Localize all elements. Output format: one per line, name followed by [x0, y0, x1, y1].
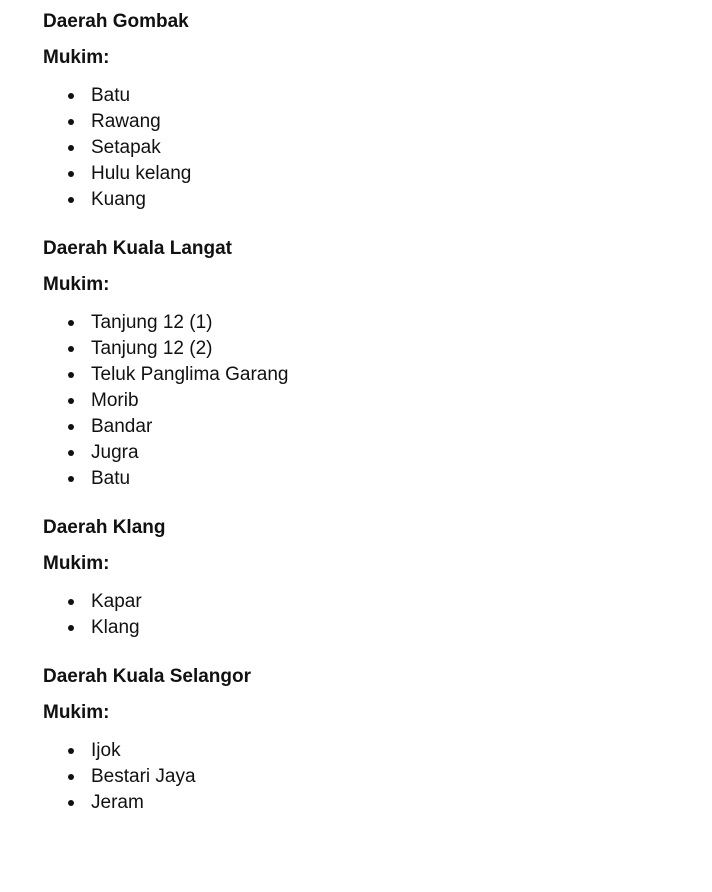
- list-item: Batu: [43, 83, 683, 109]
- list-item: Tanjung 12 (2): [43, 336, 683, 362]
- list-item: Klang: [43, 615, 683, 641]
- list-item: Bestari Jaya: [43, 764, 683, 790]
- mukim-list: [43, 589, 683, 641]
- district-section-kuala-langat: [43, 237, 683, 492]
- document: [43, 10, 683, 816]
- list-item: Hulu kelang: [43, 161, 683, 187]
- mukim-label: Mukim:: [43, 47, 110, 68]
- district-title: Daerah Gombak: [43, 11, 189, 32]
- list-item: Rawang: [43, 109, 683, 135]
- list-item: Kapar: [43, 589, 683, 615]
- district-section-gombak: [43, 10, 683, 213]
- mukim-label: Mukim:: [43, 274, 110, 295]
- district-title: Daerah Kuala Langat: [43, 238, 232, 259]
- district-section-klang: [43, 516, 683, 641]
- mukim-list: [43, 83, 683, 213]
- list-item: Batu: [43, 466, 683, 492]
- list-item: Teluk Panglima Garang: [43, 362, 683, 388]
- list-item: Morib: [43, 388, 683, 414]
- district-title: Daerah Kuala Selangor: [43, 666, 252, 687]
- list-item: Ijok: [43, 738, 683, 764]
- list-item: Bandar: [43, 414, 683, 440]
- list-item: Kuang: [43, 187, 683, 213]
- mukim-label: Mukim:: [43, 702, 110, 723]
- district-section-kuala-selangor: [43, 665, 683, 816]
- mukim-list: [43, 310, 683, 492]
- list-item: Tanjung 12 (1): [43, 310, 683, 336]
- mukim-label: Mukim:: [43, 553, 110, 574]
- list-item: Jeram: [43, 790, 683, 816]
- mukim-list: [43, 738, 683, 816]
- list-item: Setapak: [43, 135, 683, 161]
- district-title: Daerah Klang: [43, 517, 166, 538]
- list-item: Jugra: [43, 440, 683, 466]
